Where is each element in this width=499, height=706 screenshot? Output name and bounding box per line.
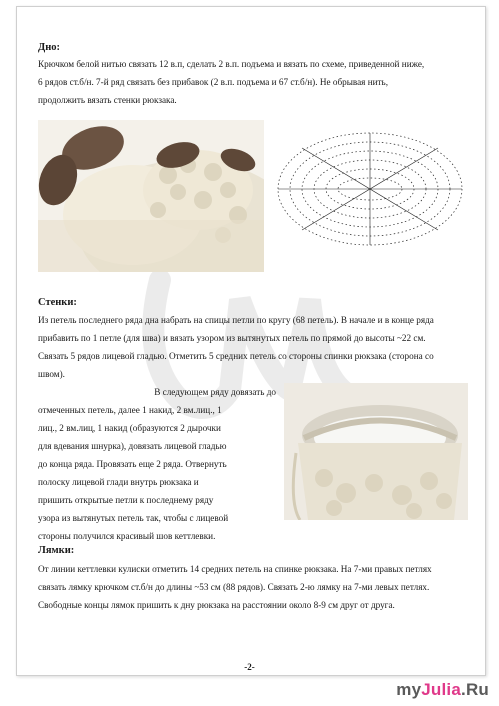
paragraph-walls-wide (38, 311, 470, 383)
text-line: до конца ряда. Провязать еще 2 ряда. Отвернуть (38, 459, 227, 469)
section-title-straps: Лямки: (38, 545, 75, 556)
paragraph-bottom (38, 55, 470, 109)
text-line: узора из вытянутых петель так, чтобы с лицевой (38, 513, 229, 523)
text-line: для вдевания шнурка), довязать лицевой гладью (38, 441, 227, 451)
logo-part-ru: .Ru (461, 680, 489, 699)
text-line: стороны получился красивый шов кеттлевки. (38, 531, 216, 541)
section-title-bottom: Дно: (38, 42, 61, 53)
text-line: полоску лицевой глади внутрь рюкзака и (38, 477, 199, 487)
text-line: От линии кеттлевки кулиски отметить 14 средних петель на спинке рюкзака. На 7-ми правых петлях (38, 564, 432, 574)
text-line: Связать 5 рядов лицевой гладью. Отметить 5 средних петель со стороны спинки рюкзака (сторона со (38, 351, 434, 361)
logo-part-my: my (396, 680, 422, 699)
section-title-walls: Стенки: (38, 297, 77, 308)
text-line: продолжить вязать стенки рюкзака. (38, 95, 177, 105)
page-number: -2- (244, 662, 255, 672)
text-line: Крючком белой нитью связать 12 в.п, сделать 2 в.п. подъема и вязать по схеме, приведенной ниже, (38, 59, 425, 69)
backpack-interior-photo (284, 383, 468, 520)
text-line: пришить открытые петли к последнему ряду (38, 495, 214, 505)
text-line: отмеченных петель, далее 1 накид, 2 вм.лиц., 1 (38, 405, 222, 415)
logo-part-julia: Julia (421, 680, 462, 699)
paragraph-walls-narrow (38, 383, 276, 545)
text-line: швом). (38, 369, 65, 379)
text-line: лиц., 2 вм.лиц, 1 накид (образуются 2 дырочки (38, 423, 221, 433)
crochet-oval-diagram (272, 128, 468, 250)
site-logo[interactable] (396, 680, 489, 700)
text-line: прибавить по 1 петле (для шва) и вязать узором из вытянутых петель по прямой до высоты ~22 см. (38, 333, 426, 343)
text-line: связать лямку крючком ст.б/н до длины ~53 см (88 рядов). Связать 2-ю лямку на 7-ми левых петлях. (38, 582, 430, 592)
paragraph-straps (38, 560, 470, 614)
text-line: Из петель последнего ряда дна набрать на спицы петли по кругу (68 петель). В начале и в конце ряда (38, 315, 434, 325)
sheep-backpack-photo (38, 120, 264, 272)
text-line: Свободные концы лямок пришить к дну рюкзака на расстоянии около 8-9 см друг от друга. (38, 600, 395, 610)
text-line: В следующем ряду довязать до (154, 387, 276, 397)
text-line: 6 рядов ст.б/н. 7-й ряд связать без прибавок (2 в.п. подъема и 67 ст.б/н). Не обрывая нить, (38, 77, 389, 87)
